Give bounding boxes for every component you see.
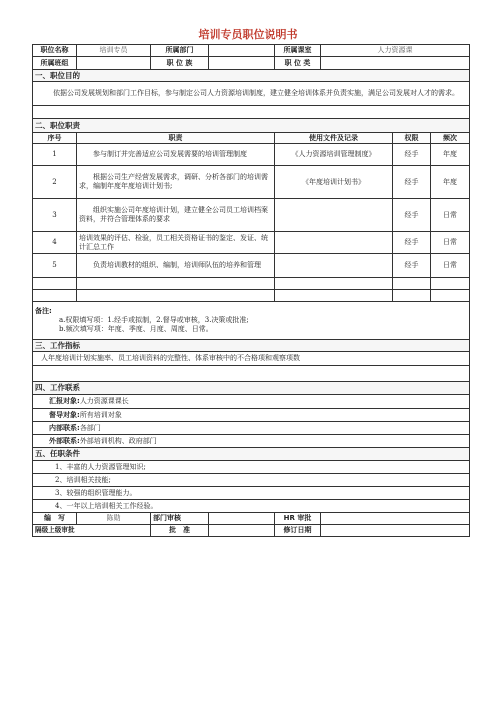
- relation-value: 人力资源课课长: [79, 397, 129, 406]
- hr-review-value: [321, 513, 470, 525]
- approval-row-2: [33, 525, 470, 537]
- duty-freq: 年度: [431, 166, 470, 199]
- page-title: 培训专员职位说明书: [198, 28, 298, 41]
- duty-auth: 经手: [393, 254, 431, 278]
- empty-duty-row: [33, 278, 470, 290]
- duty-no: 4: [33, 232, 77, 254]
- duty-text: 组织实施公司年度培训计划，建立健全公司员工培训档案资料，并符合管理体系的要求: [77, 199, 275, 232]
- duties-header-row: [33, 133, 470, 144]
- duty-no: 3: [33, 199, 77, 232]
- table-row: [33, 254, 470, 278]
- family-value: [209, 57, 275, 70]
- duty-text: 培训效果的评估、检验，员工相关资格证书的鉴定、发证、统计汇总工作: [77, 232, 275, 254]
- table-row: [33, 232, 470, 254]
- requirement-item: 3、较强的组织管理能力。: [33, 487, 470, 500]
- department-value: [209, 45, 275, 57]
- note-a: a.权限填写项：1.经手或拟制，2.督导或审核，3.决策或批准;: [59, 316, 249, 325]
- duty-text: 参与制订并完善适应公司发展需要的培训管理制度: [77, 144, 275, 166]
- relation-label: 督导对象:: [49, 410, 80, 419]
- requirement-item: 1、丰富的人力资源管理知识;: [33, 461, 470, 474]
- writer-label: 编 写: [33, 513, 77, 525]
- position-name-label: 职位名称: [33, 45, 77, 57]
- requirement-item: 4、一年以上培训相关工作经验。: [33, 500, 470, 513]
- indicators-text: 人年度培训计划实施率、员工培训资料的完整性、体系审核中的不合格项和观察项数: [33, 352, 470, 366]
- duty-freq: 日常: [431, 199, 470, 232]
- duty-no: 5: [33, 254, 77, 278]
- header-row-1: [33, 45, 470, 57]
- table-row: [33, 199, 470, 232]
- col-doc: 使用文件及记录: [275, 133, 393, 144]
- duty-doc: [275, 232, 393, 254]
- duty-auth: 经手: [393, 144, 431, 166]
- upper-approval-label: 隔级上级审批: [33, 525, 151, 537]
- dept-review-value: [209, 513, 275, 525]
- duty-text: 负责培训教材的组织、编制，培训师队伍的培养和管理: [77, 254, 275, 278]
- section-label: 所属课室: [275, 45, 321, 57]
- relation-row: [33, 395, 470, 409]
- duty-freq: 日常: [431, 254, 470, 278]
- approve-label: 批 准: [151, 525, 209, 537]
- section-relations: [33, 382, 470, 395]
- relation-value: 各部门: [79, 423, 101, 432]
- team-label: 所属班组: [33, 57, 77, 70]
- duty-text: 根据公司生产经营发展需求，调研、分析各部门的培训需求，编制年度年度培训计划书;: [77, 166, 275, 199]
- team-value: [77, 57, 151, 70]
- category-label: 职 位 类: [275, 57, 321, 70]
- table-row: [33, 166, 470, 199]
- purpose-text: 依据公司发展规划和部门工作目标，参与制定公司人力资源培训制度，建立健全培训体系并负责实施，满足公司发展对人才的需求。: [33, 82, 470, 106]
- empty-duty-row: [33, 290, 470, 302]
- note-b: b.频次填写项：年度、季度、月度、周度、日常。: [59, 324, 213, 333]
- section-duties: [33, 119, 470, 133]
- col-auth: 权限: [393, 133, 431, 144]
- blank-row: [33, 366, 470, 382]
- duty-doc: [275, 199, 393, 232]
- indicators-heading: 三、工作指标: [33, 340, 470, 352]
- department-label: 所属部门: [151, 45, 209, 57]
- duty-no: 2: [33, 166, 77, 199]
- relation-row: [33, 435, 470, 448]
- writer-value: 陈勋: [77, 513, 151, 525]
- col-duty: 职责: [77, 133, 275, 144]
- relation-label: 外部联系:: [49, 436, 80, 445]
- duty-auth: 经手: [393, 232, 431, 254]
- relations-heading: 四、工作联系: [33, 382, 470, 395]
- revise-date-value: [321, 525, 470, 537]
- job-description-table: [32, 44, 470, 537]
- section-requirements: [33, 448, 470, 461]
- family-label: 职 位 族: [151, 57, 209, 70]
- relation-label: 汇报对象:: [49, 397, 80, 406]
- table-row: [33, 144, 470, 166]
- section-purpose: [33, 70, 470, 82]
- relation-value: 外部培训机构、政府部门: [79, 436, 157, 445]
- relation-value: 所有培训对象: [79, 410, 122, 419]
- duty-freq: 日常: [431, 232, 470, 254]
- hr-review-label: HR 审批: [275, 513, 321, 525]
- col-freq: 频次: [431, 133, 470, 144]
- duty-doc: 《年度培训计划书》: [275, 166, 393, 199]
- duty-auth: 经手: [393, 199, 431, 232]
- section-indicators: [33, 340, 470, 352]
- duty-no: 1: [33, 144, 77, 166]
- requirement-item: 2、培训相关技能;: [33, 474, 470, 487]
- purpose-heading: 一、职位目的: [33, 70, 470, 82]
- duty-freq: 年度: [431, 144, 470, 166]
- col-no: 序号: [33, 133, 77, 144]
- duty-doc: [275, 254, 393, 278]
- revise-date-label: 修订日期: [275, 525, 321, 537]
- notes-block: [33, 302, 470, 340]
- header-row-2: [33, 57, 470, 70]
- relation-row: [33, 409, 470, 422]
- notes-label: 备注:: [35, 307, 52, 316]
- category-value: [321, 57, 470, 70]
- approval-row-1: [33, 513, 470, 525]
- duty-auth: 经手: [393, 166, 431, 199]
- relation-label: 内部联系:: [49, 423, 80, 432]
- blank-row: [33, 106, 470, 119]
- section-value: 人力资源课: [321, 45, 470, 57]
- duties-heading: 二、职位职责: [33, 119, 470, 133]
- dept-review-label: 部门审核: [151, 513, 209, 525]
- position-name-value: 培训专员: [77, 45, 151, 57]
- relation-row: [33, 422, 470, 435]
- approve-value: [209, 525, 275, 537]
- duty-doc: 《人力资源培训管理制度》: [275, 144, 393, 166]
- requirements-heading: 五、任职条件: [33, 448, 470, 461]
